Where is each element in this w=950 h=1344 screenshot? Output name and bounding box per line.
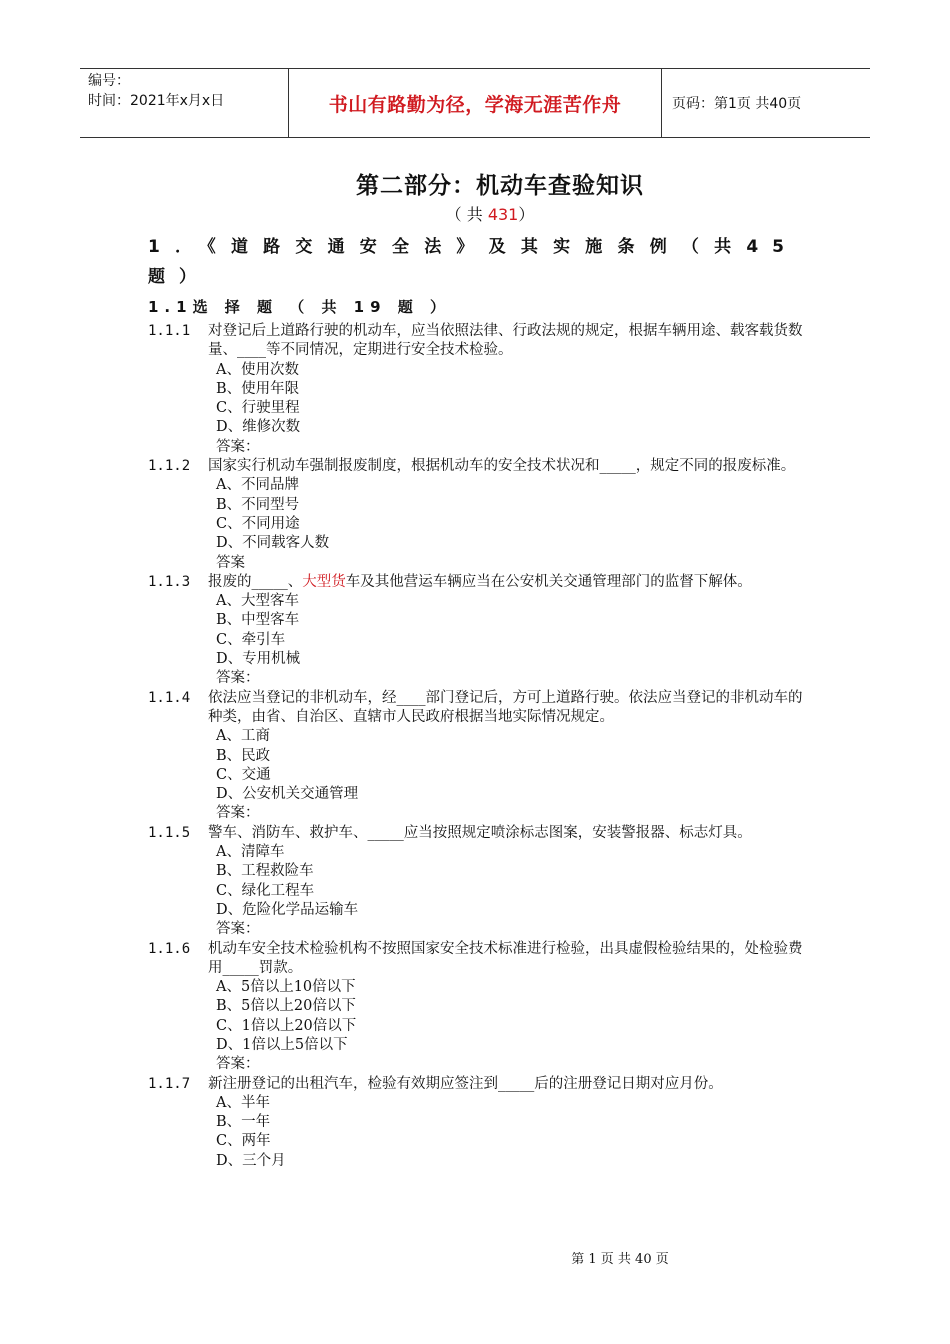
time-label: 时间：2021年x月x日 — [88, 93, 225, 109]
option: D、危险化学品运输车 — [216, 901, 359, 918]
option: D、1倍以上5倍以下 — [216, 1036, 348, 1053]
number-label: 编号： — [88, 73, 130, 89]
question-list — [148, 322, 808, 1171]
option: D、维修次数 — [216, 419, 301, 436]
option: A、大型客车 — [216, 593, 299, 610]
page-header — [80, 68, 870, 138]
question-body — [208, 573, 808, 689]
option: B、不同型号 — [216, 496, 300, 513]
section-heading: 1．《道路交通安全法》及其实施条例（共45题） — [148, 237, 798, 287]
stem-highlight: 大型货 — [302, 573, 346, 590]
option: B、5倍以上20倍以下 — [216, 998, 356, 1015]
question-item — [148, 940, 808, 1075]
option: C、绿化工程车 — [216, 882, 315, 899]
question-body — [208, 824, 808, 940]
question-stem: 新注册登记的出租汽车，检验有效期应签注到_____后的注册登记日期对应月份。 — [208, 1075, 723, 1092]
option: B、工程救险车 — [216, 863, 314, 880]
option: D、公安机关交通管理 — [216, 786, 359, 803]
stem-part: 车及其他营运车辆应当在公安机关交通管理部门的监督下解体。 — [345, 573, 752, 590]
option: B、使用年限 — [216, 380, 300, 397]
question-body — [208, 940, 808, 1075]
question-item — [148, 824, 808, 940]
option: C、行驶里程 — [216, 400, 300, 417]
question-body — [208, 322, 808, 457]
option: B、中型客车 — [216, 612, 300, 629]
page-subtitle — [0, 202, 950, 225]
option: C、牵引车 — [216, 631, 286, 648]
option: C、1倍以上20倍以下 — [216, 1017, 357, 1034]
option: D、不同载客人数 — [216, 535, 330, 552]
answer-label: 答案： — [216, 670, 260, 687]
question-stem — [208, 573, 808, 592]
subsection-heading: 1.1选 择 题 （ 共 19 题 ） — [148, 298, 452, 316]
subtitle-count: 431 — [487, 205, 519, 224]
option: D、三个月 — [216, 1152, 286, 1169]
header-motto: 书山有路勤为径，学海无涯苦作舟 — [288, 69, 662, 137]
question-stem: 依法应当登记的非机动车，经____部门登记后，方可上道路行驶。依法应当登记的非机动车的种类，由省、自治区、直辖市人民政府根据当地实际情况规定。 — [208, 689, 803, 725]
question-body — [208, 457, 808, 573]
option: A、不同品牌 — [216, 477, 299, 494]
answer-label: 答案： — [216, 438, 260, 455]
answer-label: 答案： — [216, 1056, 260, 1073]
question-number: 1.1.3 — [148, 573, 191, 590]
answer-label: 答案： — [216, 805, 260, 822]
question-number: 1.1.5 — [148, 824, 191, 841]
option: B、民政 — [216, 747, 271, 764]
option: A、工商 — [216, 728, 270, 745]
option: C、两年 — [216, 1133, 271, 1150]
page-footer: 第 1 页 共 40 页 — [571, 1252, 669, 1267]
option: A、5倍以上10倍以下 — [216, 979, 356, 996]
option: A、半年 — [216, 1094, 270, 1111]
question-number: 1.1.4 — [148, 689, 191, 706]
question-body — [208, 1075, 808, 1171]
question-item — [148, 689, 808, 824]
option: A、清障车 — [216, 844, 285, 861]
option: D、专用机械 — [216, 651, 301, 668]
header-meta — [80, 69, 288, 137]
option: A、使用次数 — [216, 361, 299, 378]
page-title: 第二部分：机动车查验知识 — [356, 173, 644, 199]
question-number: 1.1.7 — [148, 1075, 191, 1092]
question-item — [148, 1075, 808, 1171]
subtitle-suffix: ） — [518, 205, 535, 224]
question-stem: 警车、消防车、救护车、_____应当按照规定喷涂标志图案，安装警报器、标志灯具。 — [208, 824, 752, 841]
question-item — [148, 573, 808, 689]
option: B、一年 — [216, 1114, 271, 1131]
answer-label: 答案： — [216, 921, 260, 938]
header-page-label: 页码：第1页 共40页 — [672, 96, 802, 112]
option: C、交通 — [216, 766, 271, 783]
answer-label: 答案 — [216, 554, 245, 571]
question-number: 1.1.6 — [148, 940, 191, 957]
question-body — [208, 689, 808, 824]
stem-part: 报废的_____、 — [208, 573, 303, 590]
subtitle-prefix: （ 共 — [445, 205, 488, 224]
question-item — [148, 322, 808, 457]
question-stem: 国家实行机动车强制报废制度，根据机动车的安全技术状况和_____，规定不同的报废标准。 — [208, 458, 796, 475]
question-stem: 机动车安全技术检验机构不按照国家安全技术标准进行检验，出具虚假检验结果的，处检验费用_____罚款。 — [208, 940, 803, 976]
question-number: 1.1.2 — [148, 458, 191, 475]
question-item — [148, 457, 808, 573]
option: C、不同用途 — [216, 515, 300, 532]
question-stem: 对登记后上道路行驶的机动车，应当依照法律、行政法规的规定，根据车辆用途、载客载货数量、____等不同情况，定期进行安全技术检验。 — [208, 323, 803, 359]
question-number: 1.1.1 — [148, 323, 191, 339]
